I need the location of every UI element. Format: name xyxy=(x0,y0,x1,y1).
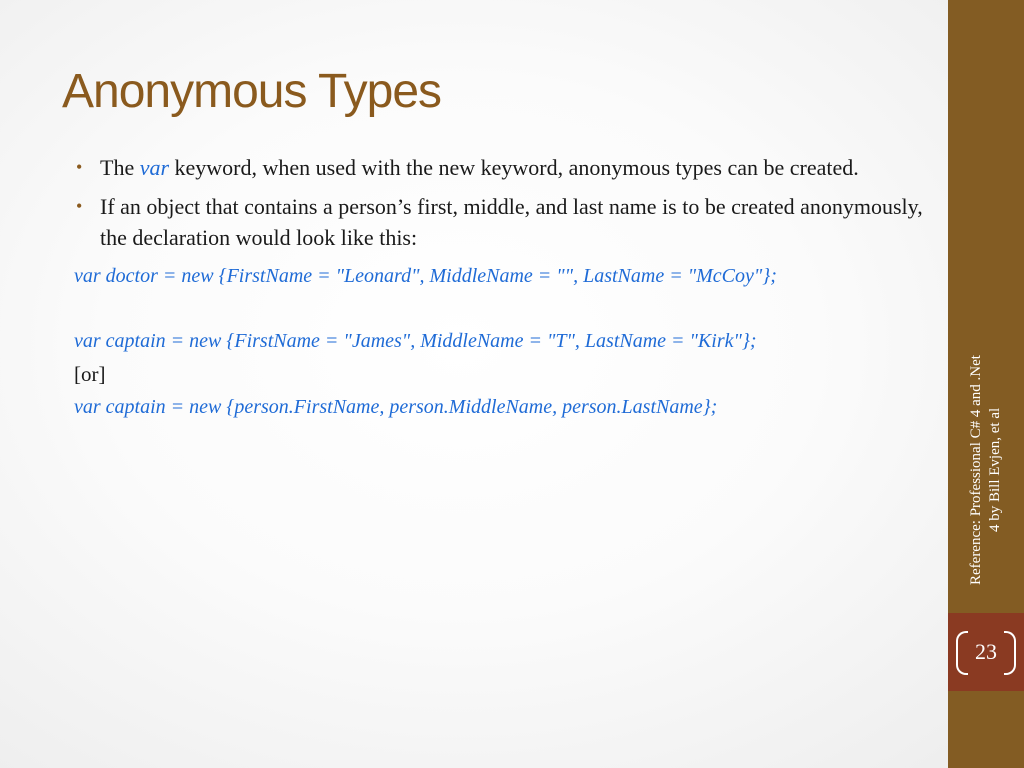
spacer xyxy=(74,292,924,326)
slide-content xyxy=(74,152,924,423)
page-number-frame xyxy=(956,631,1016,673)
page-number-box xyxy=(948,613,1024,691)
bullet-text: If an object that contains a person’s first, middle, and last name is to be created anonymously, the declaration would look like this: xyxy=(100,194,923,250)
bullet-text-after: keyword, when used with the new keyword, anonymous types can be created. xyxy=(169,155,859,180)
bullet-icon: • xyxy=(76,157,83,177)
bullet-item xyxy=(74,191,924,253)
bullet-item xyxy=(74,152,924,183)
keyword-var: var xyxy=(139,155,170,180)
code-line-doctor: var doctor = new {FirstName = "Leonard", MiddleName = "", LastName = "McCoy"}; xyxy=(74,265,777,287)
or-text: [or] xyxy=(74,362,106,386)
reference-note xyxy=(948,350,1024,590)
page-number: 23 xyxy=(975,639,997,664)
code-line-captain-alt: var captain = new {person.FirstName, person.MiddleName, person.LastName}; xyxy=(74,396,718,418)
bullet-text-before: The xyxy=(100,155,140,180)
reference-text: Reference: Professional C# 4 and .Net 4 by Bill Evjen, et al xyxy=(968,355,1003,585)
code-line-captain: var captain = new {FirstName = "James", MiddleName = "T", LastName = "Kirk"}; xyxy=(74,330,757,352)
slide-title: Anonymous Types xyxy=(62,65,442,118)
bullet-icon: • xyxy=(76,196,83,216)
